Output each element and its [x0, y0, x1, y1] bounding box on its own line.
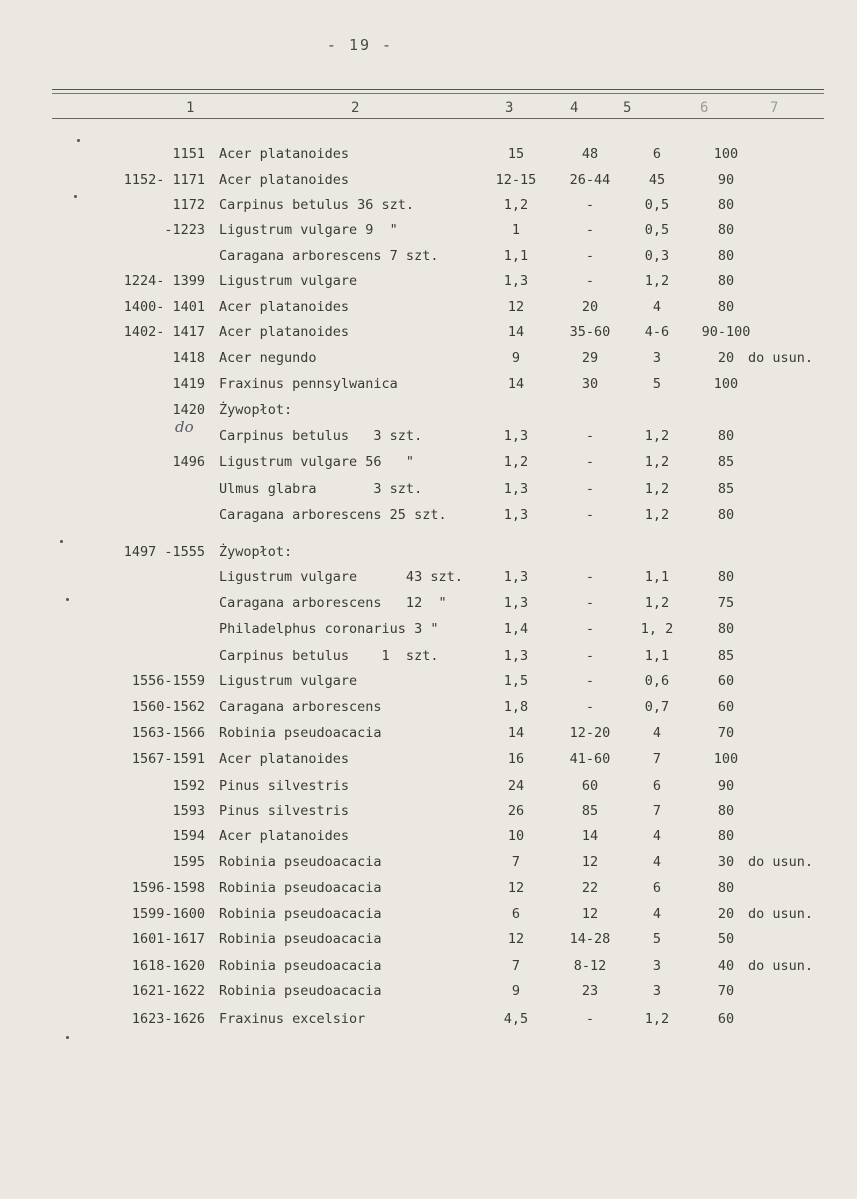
- table-row: [0, 803, 857, 823]
- cell-col-2: Robinia pseudoacacia: [219, 983, 382, 999]
- cell-col-5: 1,2: [644, 273, 670, 289]
- cell-col-5: 1,2: [644, 595, 670, 611]
- cell-col-6: 70: [717, 725, 735, 741]
- cell-col-1: 1618-1620: [131, 958, 205, 974]
- cell-col-4: 35-60: [569, 324, 611, 340]
- cell-col-5: 5: [652, 376, 662, 392]
- cell-col-6: 90: [717, 778, 735, 794]
- cell-col-7: do usun.: [748, 958, 814, 974]
- speck: [66, 598, 69, 601]
- cell-col-6: 80: [717, 828, 735, 844]
- cell-col-4: -: [585, 621, 595, 637]
- cell-col-1: -1223: [164, 222, 205, 238]
- cell-col-3: 1,3: [503, 648, 529, 664]
- cell-col-4: -: [585, 428, 595, 444]
- cell-col-3: 16: [507, 751, 525, 767]
- cell-col-6: 80: [717, 428, 735, 444]
- cell-col-1: 1595: [172, 854, 205, 870]
- cell-col-6: 85: [717, 481, 735, 497]
- cell-col-3: 1,3: [503, 569, 529, 585]
- cell-col-5: 0,5: [644, 197, 670, 213]
- table-row: [0, 725, 857, 745]
- column-header-1: 1: [186, 100, 195, 116]
- cell-col-1: 1402- 1417: [123, 324, 205, 340]
- cell-col-6: 85: [717, 454, 735, 470]
- cell-col-4: 14-28: [569, 931, 611, 947]
- cell-col-5: 0,6: [644, 673, 670, 689]
- cell-col-2: Robinia pseudoacacia: [219, 725, 382, 741]
- cell-col-2: Acer platanoides: [219, 751, 350, 767]
- cell-col-4: -: [585, 569, 595, 585]
- cell-col-3: 1,8: [503, 699, 529, 715]
- table-row: [0, 299, 857, 319]
- cell-col-1: 1592: [172, 778, 205, 794]
- table-row: [0, 828, 857, 848]
- cell-col-3: 1,5: [503, 673, 529, 689]
- cell-col-2: Carpinus betulus 1 szt.: [219, 648, 439, 664]
- cell-col-6: 80: [717, 621, 735, 637]
- speck: [66, 1036, 69, 1039]
- cell-col-4: 12-20: [569, 725, 611, 741]
- table-row: [0, 197, 857, 217]
- table-row: [0, 428, 857, 448]
- cell-col-2: Robinia pseudoacacia: [219, 906, 382, 922]
- cell-col-1: 1623-1626: [131, 1011, 205, 1027]
- cell-col-3: 1,2: [503, 197, 529, 213]
- cell-col-6: 100: [713, 376, 739, 392]
- cell-col-2: Caragana arborescens: [219, 699, 382, 715]
- cell-col-2: Robinia pseudoacacia: [219, 880, 382, 896]
- table-row: [0, 481, 857, 501]
- cell-col-5: 4: [652, 854, 662, 870]
- cell-col-4: -: [585, 507, 595, 523]
- cell-col-5: 3: [652, 958, 662, 974]
- cell-col-6: 50: [717, 931, 735, 947]
- cell-col-2: Acer platanoides: [219, 172, 350, 188]
- cell-col-4: 85: [581, 803, 599, 819]
- cell-col-2: Pinus silvestris: [219, 803, 350, 819]
- table-row: [0, 880, 857, 900]
- cell-col-7: do usun.: [748, 906, 814, 922]
- cell-col-5: 1,1: [644, 648, 670, 664]
- table-row: [0, 172, 857, 192]
- cell-col-1: 1594: [172, 828, 205, 844]
- column-header-2: 2: [351, 100, 360, 116]
- cell-col-5: 1,2: [644, 1011, 670, 1027]
- cell-col-4: 48: [581, 146, 599, 162]
- header-rule-bottom: [52, 118, 824, 119]
- cell-col-2: Carpinus betulus 3 szt.: [219, 428, 423, 444]
- table-row: [0, 595, 857, 615]
- table-row: [0, 854, 857, 874]
- cell-col-4: -: [585, 248, 595, 264]
- cell-col-2: Caragana arborescens 7 szt.: [219, 248, 439, 264]
- cell-col-6: 90-100: [701, 324, 751, 340]
- cell-col-6: 80: [717, 803, 735, 819]
- cell-col-2: Acer negundo: [219, 350, 317, 366]
- cell-col-3: 1,2: [503, 454, 529, 470]
- cell-col-2: Ligustrum vulgare 43 szt.: [219, 569, 463, 585]
- table-row: [0, 544, 857, 564]
- cell-col-5: 0,7: [644, 699, 670, 715]
- cell-col-1: 1563-1566: [131, 725, 205, 741]
- cell-col-1: 1419: [172, 376, 205, 392]
- table-row: [0, 648, 857, 668]
- cell-col-4: 23: [581, 983, 599, 999]
- cell-col-5: 0,5: [644, 222, 670, 238]
- table-row: [0, 699, 857, 719]
- cell-col-6: 70: [717, 983, 735, 999]
- cell-col-3: 7: [511, 854, 521, 870]
- cell-col-2: Robinia pseudoacacia: [219, 931, 382, 947]
- table-row: [0, 569, 857, 589]
- cell-col-2: Carpinus betulus 36 szt.: [219, 197, 415, 213]
- table-row: [0, 778, 857, 798]
- column-header-7: 7: [770, 100, 779, 116]
- cell-col-3: 12: [507, 931, 525, 947]
- cell-col-3: 1,3: [503, 481, 529, 497]
- cell-col-6: 30: [717, 854, 735, 870]
- cell-col-5: 0,3: [644, 248, 670, 264]
- table-row: [0, 1011, 857, 1031]
- cell-col-6: 80: [717, 222, 735, 238]
- table-row: [0, 350, 857, 370]
- cell-col-3: 12-15: [495, 172, 537, 188]
- cell-col-4: -: [585, 673, 595, 689]
- cell-col-4: 20: [581, 299, 599, 315]
- cell-col-3: 4,5: [503, 1011, 529, 1027]
- cell-col-4: -: [585, 595, 595, 611]
- cell-col-3: 9: [511, 983, 521, 999]
- cell-col-3: 14: [507, 324, 525, 340]
- cell-col-7: do usun.: [748, 854, 814, 870]
- cell-col-2: Ligustrum vulgare 9 ": [219, 222, 398, 238]
- cell-col-5: 1,2: [644, 428, 670, 444]
- table-row: [0, 621, 857, 641]
- cell-col-1: 1593: [172, 803, 205, 819]
- cell-col-5: 1,2: [644, 481, 670, 497]
- cell-col-2: Robinia pseudoacacia: [219, 854, 382, 870]
- cell-col-5: 1, 2: [640, 621, 674, 637]
- cell-col-6: 80: [717, 299, 735, 315]
- cell-col-4: -: [585, 699, 595, 715]
- table-row: [0, 402, 857, 422]
- cell-col-3: 1,4: [503, 621, 529, 637]
- cell-col-1: 1418: [172, 350, 205, 366]
- cell-col-6: 60: [717, 1011, 735, 1027]
- cell-col-4: -: [585, 481, 595, 497]
- cell-col-3: 1,3: [503, 595, 529, 611]
- cell-col-4: 30: [581, 376, 599, 392]
- cell-col-6: 80: [717, 248, 735, 264]
- cell-col-4: -: [585, 454, 595, 470]
- cell-col-3: 12: [507, 299, 525, 315]
- cell-col-4: -: [585, 197, 595, 213]
- cell-col-5: 3: [652, 350, 662, 366]
- cell-col-2: Acer platanoides: [219, 324, 350, 340]
- cell-col-6: 100: [713, 751, 739, 767]
- cell-col-4: 12: [581, 854, 599, 870]
- table-row: [0, 454, 857, 474]
- column-header-5: 5: [623, 100, 632, 116]
- cell-col-3: 10: [507, 828, 525, 844]
- cell-col-1: 1599-1600: [131, 906, 205, 922]
- cell-col-2: Robinia pseudoacacia: [219, 958, 382, 974]
- cell-col-4: 12: [581, 906, 599, 922]
- cell-col-3: 24: [507, 778, 525, 794]
- cell-col-5: 1,2: [644, 507, 670, 523]
- cell-col-1: 1496: [172, 454, 205, 470]
- cell-col-2: Fraxinus pennsylwanica: [219, 376, 398, 392]
- cell-col-4: 26-44: [569, 172, 611, 188]
- cell-col-3: 1: [511, 222, 521, 238]
- table-row: [0, 376, 857, 396]
- header-rule-double: [52, 93, 824, 94]
- cell-col-5: 6: [652, 146, 662, 162]
- cell-col-2: Żywopłot:: [219, 544, 293, 560]
- cell-col-6: 40: [717, 958, 735, 974]
- cell-col-2: Acer platanoides: [219, 299, 350, 315]
- speck: [74, 195, 77, 198]
- cell-col-4: 60: [581, 778, 599, 794]
- cell-col-2: Żywopłot:: [219, 402, 293, 418]
- table-row: [0, 146, 857, 166]
- cell-col-4: 41-60: [569, 751, 611, 767]
- cell-col-5: 1,2: [644, 454, 670, 470]
- cell-col-4: -: [585, 222, 595, 238]
- cell-col-5: 5: [652, 931, 662, 947]
- table-row: [0, 906, 857, 926]
- cell-col-6: 80: [717, 273, 735, 289]
- cell-col-5: 4: [652, 906, 662, 922]
- cell-col-3: 1,3: [503, 428, 529, 444]
- cell-col-3: 7: [511, 958, 521, 974]
- cell-col-3: 1,3: [503, 273, 529, 289]
- cell-col-5: 6: [652, 778, 662, 794]
- cell-col-6: 75: [717, 595, 735, 611]
- cell-col-2: Acer platanoides: [219, 146, 350, 162]
- cell-col-4: -: [585, 648, 595, 664]
- cell-col-1: 1601-1617: [131, 931, 205, 947]
- cell-col-3: 1,3: [503, 507, 529, 523]
- cell-col-5: 4: [652, 725, 662, 741]
- table-row: [0, 324, 857, 344]
- table-row: [0, 273, 857, 293]
- column-header-6: 6: [700, 100, 709, 116]
- table-row: [0, 673, 857, 693]
- cell-col-2: Caragana arborescens 12 ": [219, 595, 447, 611]
- cell-col-6: 80: [717, 197, 735, 213]
- cell-col-2: Ligustrum vulgare: [219, 673, 358, 689]
- cell-col-2: Acer platanoides: [219, 828, 350, 844]
- cell-col-1: 1172: [172, 197, 205, 213]
- table-row: [0, 248, 857, 268]
- cell-col-7: do usun.: [748, 350, 814, 366]
- cell-col-1: 1497 -1555: [123, 544, 205, 560]
- cell-col-4: 8-12: [573, 958, 607, 974]
- cell-col-5: 4: [652, 299, 662, 315]
- cell-col-4: -: [585, 273, 595, 289]
- cell-col-6: 90: [717, 172, 735, 188]
- cell-col-1: 1420: [172, 402, 205, 418]
- cell-col-5: 7: [652, 803, 662, 819]
- cell-col-4: 29: [581, 350, 599, 366]
- cell-col-5: 4-6: [644, 324, 670, 340]
- cell-col-1: 1152- 1171: [123, 172, 205, 188]
- cell-col-4: 22: [581, 880, 599, 896]
- cell-col-3: 15: [507, 146, 525, 162]
- cell-col-1: 1567-1591: [131, 751, 205, 767]
- header-rule-top: [52, 89, 824, 90]
- cell-col-6: 80: [717, 507, 735, 523]
- cell-col-4: 14: [581, 828, 599, 844]
- cell-col-5: 3: [652, 983, 662, 999]
- cell-col-4: -: [585, 1011, 595, 1027]
- cell-col-1: 1621-1622: [131, 983, 205, 999]
- column-header-3: 3: [505, 100, 514, 116]
- cell-col-3: 6: [511, 906, 521, 922]
- cell-col-3: 9: [511, 350, 521, 366]
- cell-col-3: 1,1: [503, 248, 529, 264]
- table-row: [0, 983, 857, 1003]
- table-row: [0, 931, 857, 951]
- cell-col-3: 14: [507, 725, 525, 741]
- cell-col-3: 14: [507, 376, 525, 392]
- cell-col-6: 80: [717, 880, 735, 896]
- table-row: [0, 222, 857, 242]
- cell-col-6: 60: [717, 699, 735, 715]
- speck: [77, 139, 80, 142]
- cell-col-6: 80: [717, 569, 735, 585]
- cell-col-5: 6: [652, 880, 662, 896]
- page-number: - 19 -: [326, 36, 394, 54]
- cell-col-2: Caragana arborescens 25 szt.: [219, 507, 447, 523]
- cell-col-5: 7: [652, 751, 662, 767]
- table-row: [0, 507, 857, 527]
- table-row: [0, 751, 857, 771]
- cell-col-5: 45: [648, 172, 666, 188]
- cell-col-1: 1556-1559: [131, 673, 205, 689]
- cell-col-3: 12: [507, 880, 525, 896]
- cell-col-2: Ulmus glabra 3 szt.: [219, 481, 423, 497]
- cell-col-1: 1400- 1401: [123, 299, 205, 315]
- cell-col-2: Ligustrum vulgare 56 ": [219, 454, 415, 470]
- cell-col-3: 26: [507, 803, 525, 819]
- cell-col-1: 1151: [172, 146, 205, 162]
- cell-col-1: 1224- 1399: [123, 273, 205, 289]
- cell-col-5: 4: [652, 828, 662, 844]
- cell-col-6: 60: [717, 673, 735, 689]
- cell-col-2: Pinus silvestris: [219, 778, 350, 794]
- cell-col-6: 20: [717, 906, 735, 922]
- cell-col-1: 1596-1598: [131, 880, 205, 896]
- cell-col-2: Fraxinus excelsior: [219, 1011, 366, 1027]
- speck: [60, 540, 63, 543]
- cell-col-1: 1560-1562: [131, 699, 205, 715]
- column-header-4: 4: [570, 100, 579, 116]
- cell-col-6: 85: [717, 648, 735, 664]
- cell-col-2: Ligustrum vulgare: [219, 273, 358, 289]
- table-row: [0, 958, 857, 978]
- handwritten-do: do: [175, 418, 194, 436]
- cell-col-5: 1,1: [644, 569, 670, 585]
- cell-col-2: Philadelphus coronarius 3 ": [219, 621, 439, 637]
- cell-col-6: 20: [717, 350, 735, 366]
- cell-col-6: 100: [713, 146, 739, 162]
